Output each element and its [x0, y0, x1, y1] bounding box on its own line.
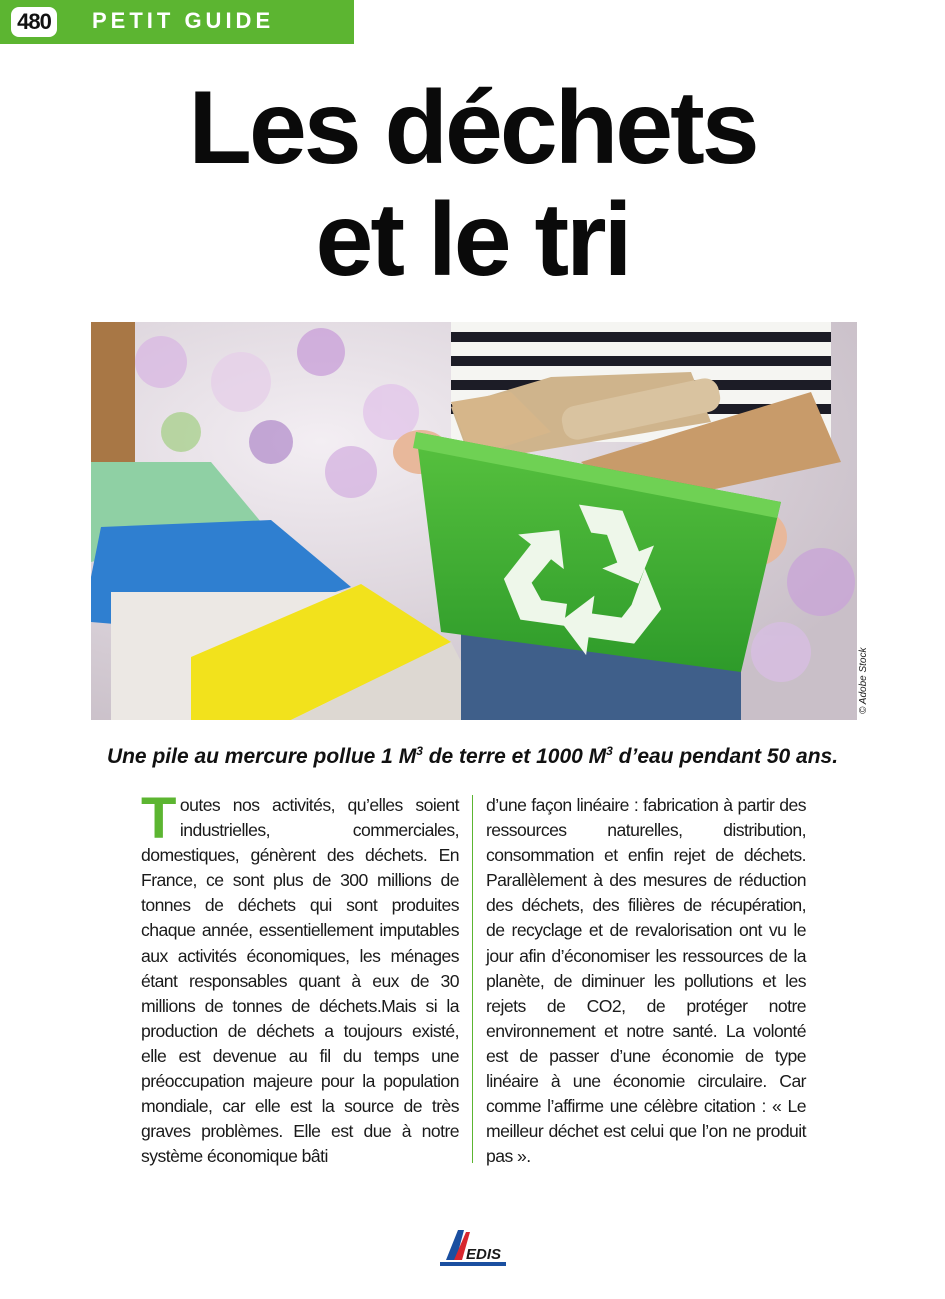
- recycling-photo: [91, 322, 857, 720]
- caption-superscript-2: 3: [606, 744, 613, 758]
- body-text-left: outes nos activités, qu’elles soient industrielles, commerciales, domestiques, génèrent des déchets. En France, ce sont plus de 300 millions de tonnes de déchets qui sont produites chaque année, essentiellement imputables aux activités économiques, les ménages étant responsables quant à eux de 30 millions de tonnes de déchets.Mais si la production de déchets a toujours existé, elle est devenue au fil du temps une préoccupation majeure pour la population mondiale, car elle est la source de très graves problèmes. Elle est due à notre système économique bâti: [141, 795, 459, 1167]
- publisher-logo-mark: [436, 1226, 510, 1268]
- publisher-logo: [436, 1226, 510, 1268]
- column-divider: [472, 795, 473, 1163]
- series-name: PETIT GUIDE: [92, 8, 275, 33]
- photo-caption: [0, 744, 945, 769]
- caption-superscript-1: 3: [416, 744, 423, 758]
- caption-part-3: d’eau pendant 50 ans.: [612, 745, 839, 768]
- issue-number-badge: [11, 7, 57, 37]
- caption-part-2: de terre et 1000 M: [422, 745, 607, 768]
- drop-cap: T: [141, 786, 176, 851]
- body-column-right: [486, 793, 806, 1169]
- page-title: [0, 72, 945, 296]
- series-header-band: [0, 0, 354, 44]
- issue-number: 480: [17, 9, 51, 34]
- page-title-line-1: Les déchets: [188, 70, 757, 186]
- caption-part-1: Une pile au mercure pollue 1 M: [106, 745, 417, 768]
- body-column-left: [141, 786, 459, 1169]
- photo-credit-text: © Adobe Stock: [858, 647, 869, 714]
- recycling-photo-illustration: [91, 322, 857, 720]
- body-text-right: d’une façon linéaire : fabrication à partir des ressources naturelles, distribution, consommation et enfin rejet de déchets. Parallèlement à des mesures de réduction des déchets, des filières de récupération, de recyclage et de revalorisation ont vu le jour afin d’économiser les ressources de la planète, de diminuer les pollutions et les rejets de CO2, de protéger notre environnement et notre santé. La volonté est de passer d’une économie de type linéaire à une économie circulaire. Car comme l’affirme une célèbre citation : « Le meilleur déchet est celui que l’on ne produit pas ».: [486, 795, 806, 1167]
- page-title-line-2: et le tri: [315, 182, 630, 298]
- svg-text:EDIS: EDIS: [466, 1246, 502, 1263]
